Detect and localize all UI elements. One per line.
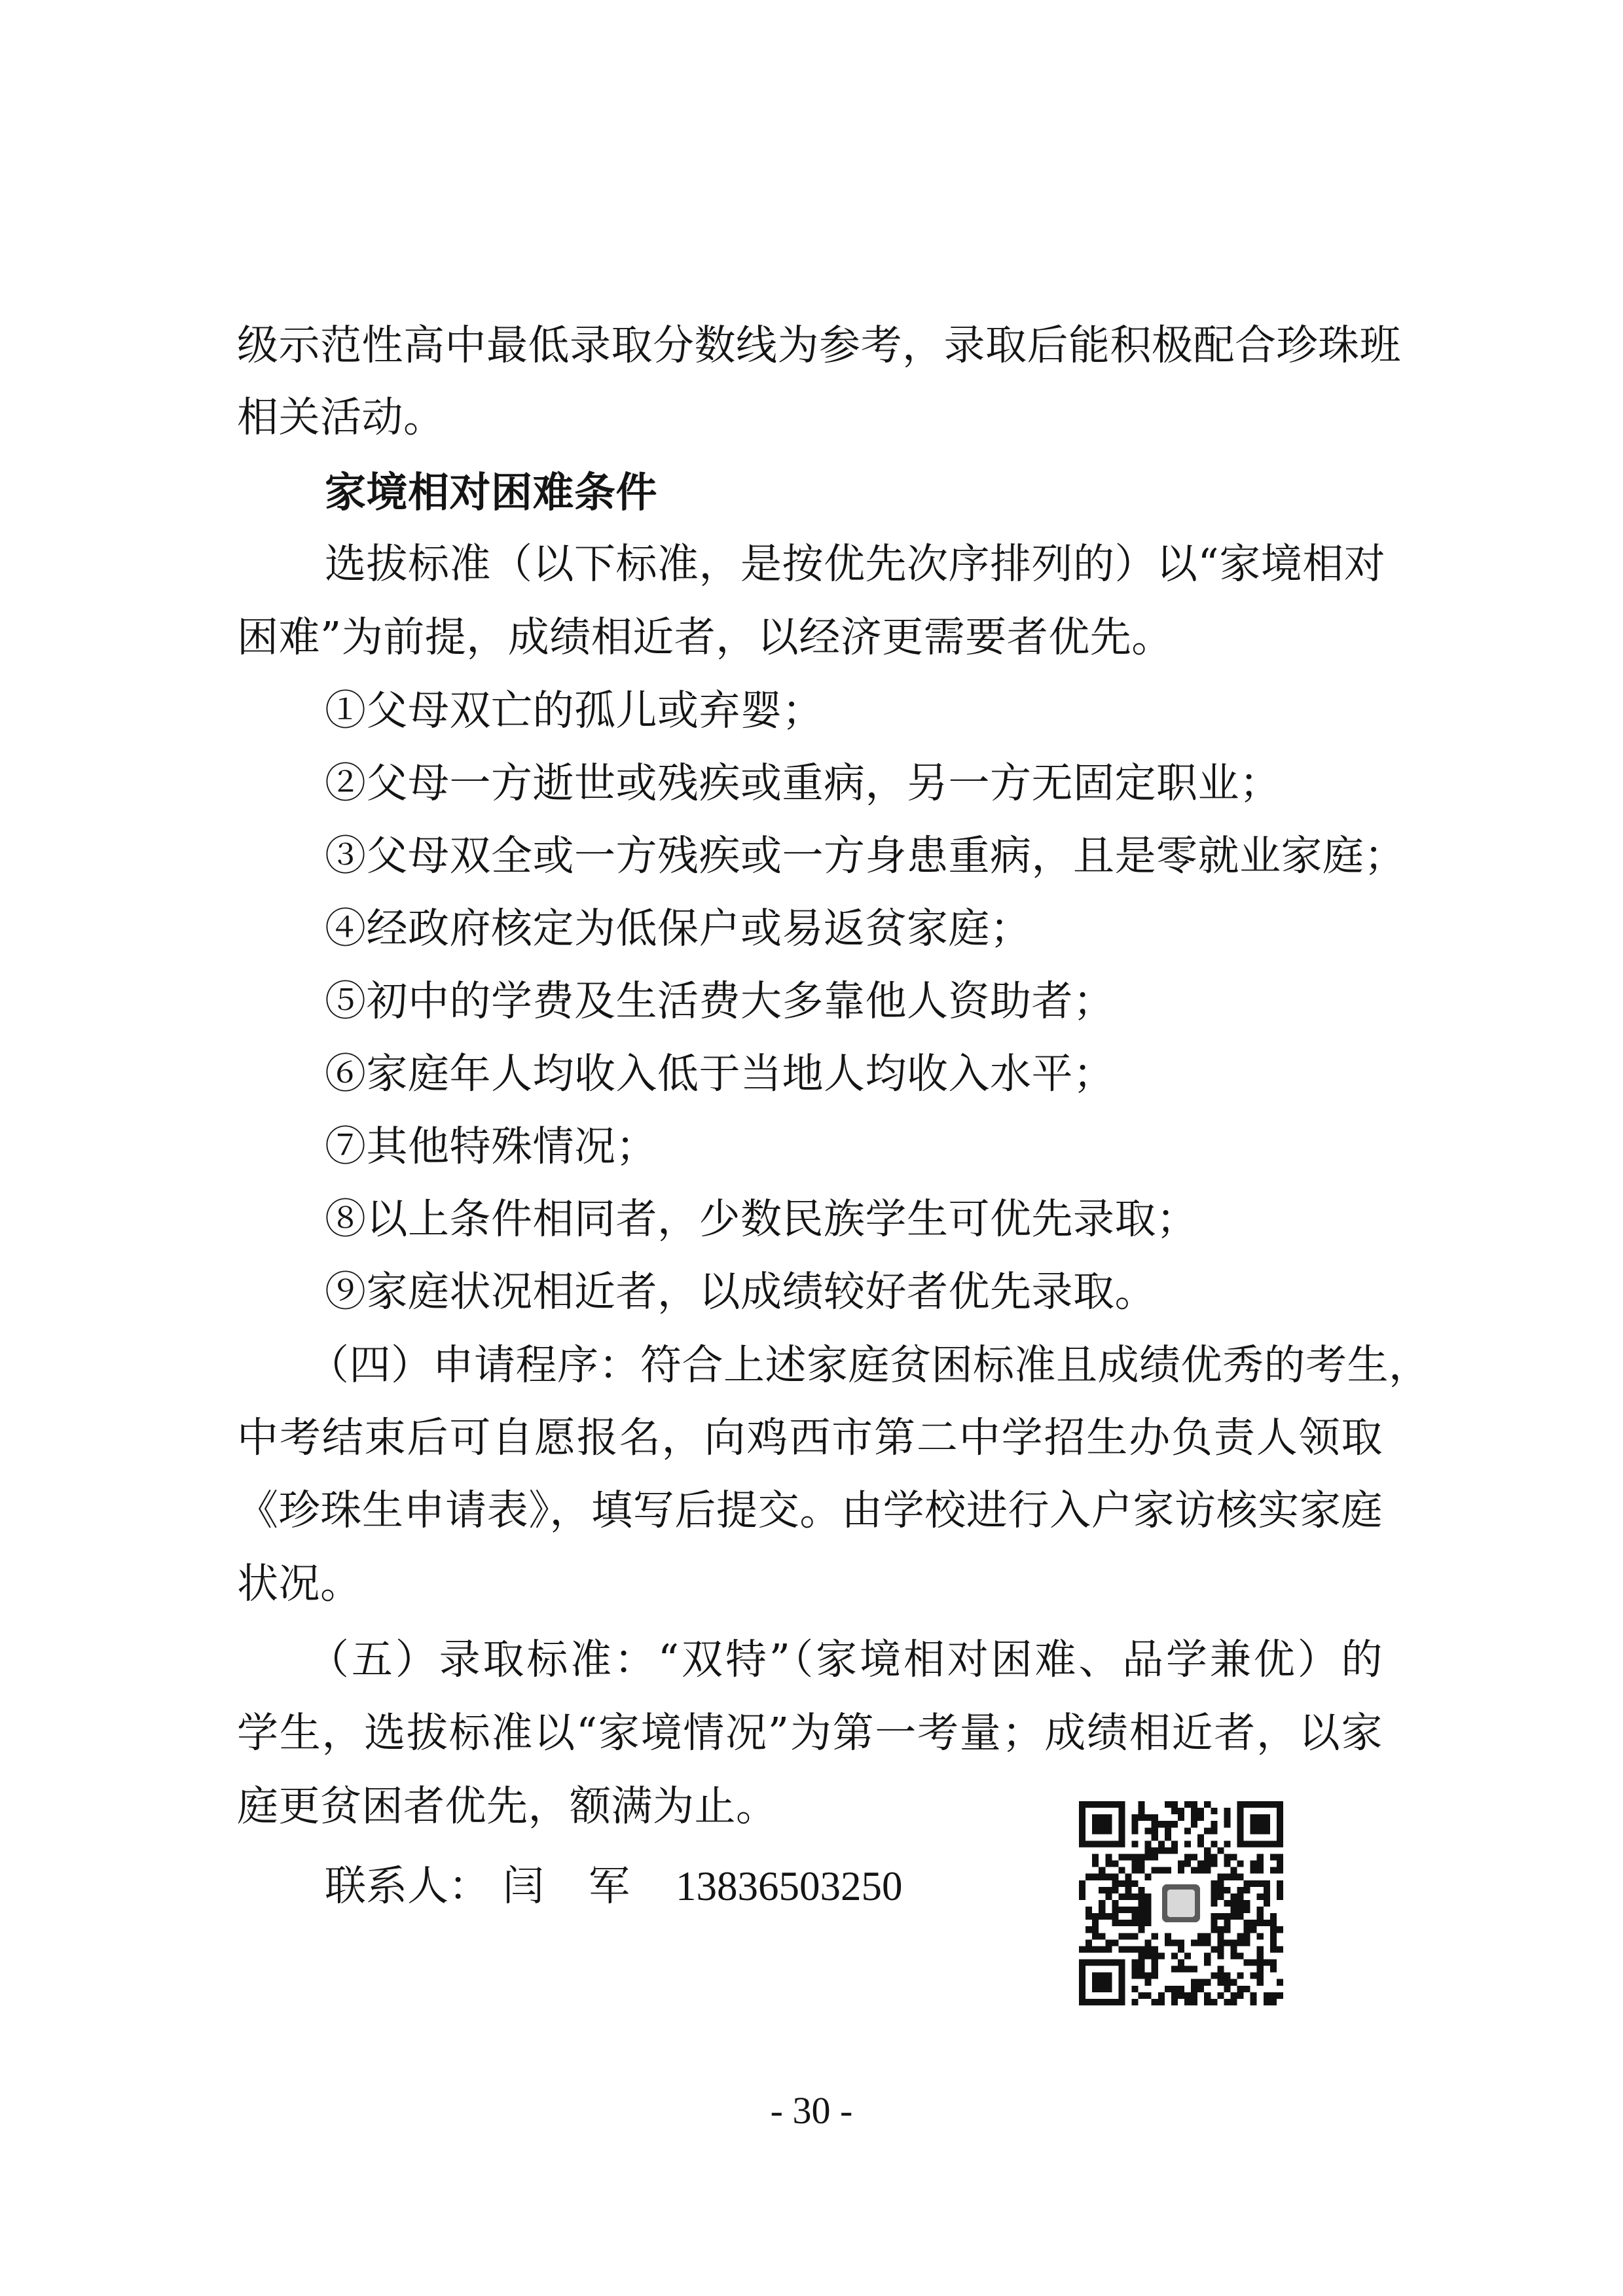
intro-line-1: 级示范性高中最低录取分数线为参考，录取后能积极配合珍珠班	[237, 321, 1401, 369]
procedure-line-3: 《珍珠生申请表》，填写后提交。由学校进行入户家访核实家庭	[237, 1486, 1383, 1534]
admission-line-1: （五）录取标准：“双特”（家境相对困难、品学兼优）的	[308, 1636, 1383, 1683]
list-item: ④经政府核定为低保户或易返贫家庭；	[325, 905, 1032, 952]
list-item: ②父母一方逝世或残疾或重病，另一方无固定职业；	[325, 759, 1281, 807]
admission-line-3: 庭更贫困者优先，额满为止。	[237, 1782, 778, 1830]
list-item: ⑨家庭状况相近者，以成绩较好者优先录取。	[325, 1268, 1156, 1316]
criteria-line-2: 困难”为前提，成绩相近者，以经济更需要者优先。	[237, 613, 1173, 661]
list-item: ⑥家庭年人均收入低于当地人均收入水平；	[325, 1050, 1115, 1098]
list-item: ⑧以上条件相同者，少数民族学生可优先录取；	[325, 1195, 1198, 1243]
list-item: ③父母双全或一方残疾或一方身患重病，且是零就业家庭；	[325, 832, 1406, 880]
list-item: ①父母双亡的孤儿或弃婴；	[325, 687, 824, 734]
section-heading: 家境相对困难条件	[325, 468, 657, 516]
intro-line-2: 相关活动。	[237, 393, 445, 441]
admission-line-2: 学生，选拔标准以“家境情况”为第一考量；成绩相近者，以家	[237, 1709, 1383, 1757]
procedure-line-1: （四）申请程序：符合上述家庭贫困标准且成绩优秀的考生，	[308, 1341, 1431, 1389]
list-item: ⑤初中的学费及生活费大多靠他人资助者；	[325, 977, 1115, 1025]
contact-name-part-1: 闫	[503, 1862, 548, 1910]
page-number: - 30 -	[770, 2089, 853, 2132]
contact-line	[325, 1860, 903, 1912]
contact-phone: 13836503250	[676, 1863, 903, 1909]
contact-label: 联系人：	[325, 1862, 490, 1910]
list-item: ⑦其他特殊情况；	[325, 1122, 657, 1170]
procedure-line-4: 状况。	[237, 1560, 362, 1607]
criteria-line-1: 选拔标准（以下标准，是按优先次序排列的）以“家境相对	[325, 540, 1386, 588]
procedure-line-2: 中考结束后可自愿报名，向鸡西市第二中学招生办负责人领取	[237, 1414, 1383, 1462]
qr-code	[1079, 1801, 1283, 2005]
contact-name-part-2: 军	[589, 1862, 630, 1910]
